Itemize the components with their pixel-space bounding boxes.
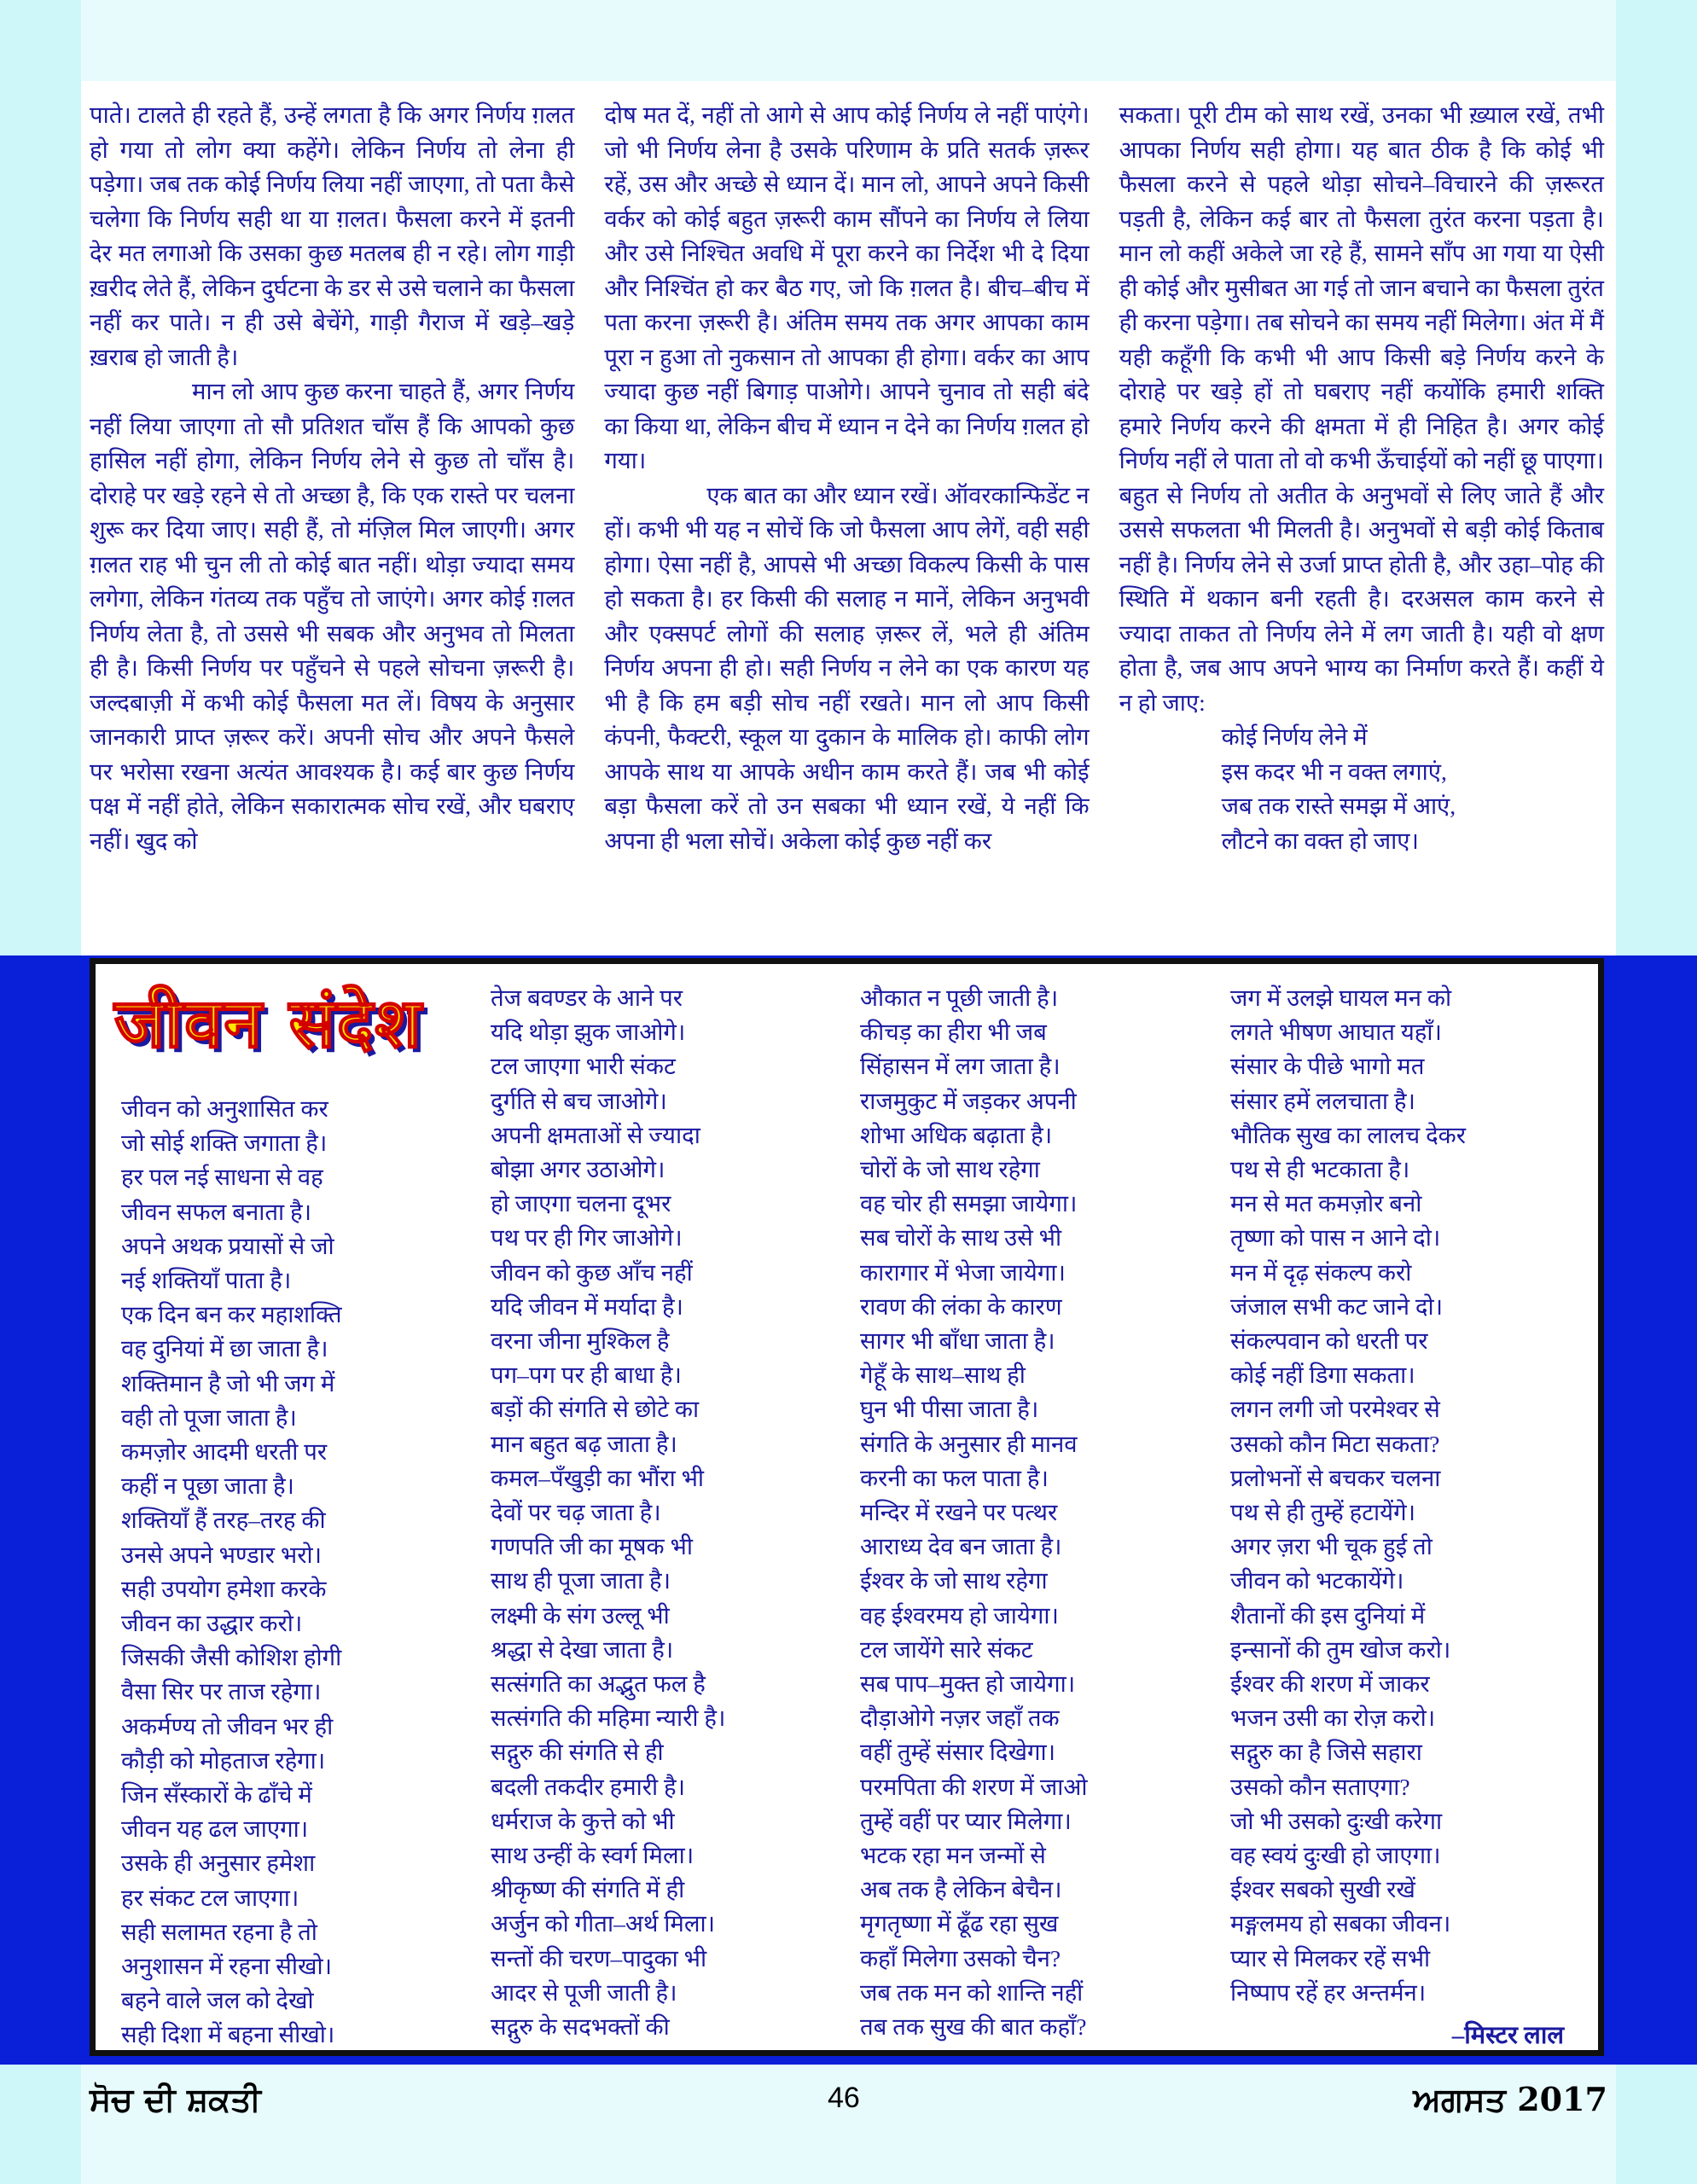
poem-line: साथ उन्हीं के स्वर्ग मिला। (491, 1842, 694, 1869)
poem-line: भौतिक सुख का लालच देकर (1230, 1121, 1467, 1148)
poem-line: उनसे अपने भण्डार भरो। (121, 1541, 323, 1568)
poem-line: नई शक्तियाँ पाता है। (121, 1267, 292, 1294)
issue-date: ਅਗਸਤ 2017 (1413, 2080, 1607, 2118)
poem-line: तब तक सुख की बात कहाँ? (860, 2013, 1087, 2041)
poem-line: सन्तों की चरण–पादुका भी (491, 1944, 707, 1972)
top-band-inner (81, 0, 1616, 81)
poem-line: वैसा सिर पर ताज रहेगा। (121, 1678, 322, 1705)
poem-line: लगन लगी जो परमेश्वर से (1230, 1396, 1440, 1423)
poem-line: पथ से ही तुम्हें हटायेंगे। (1230, 1499, 1416, 1526)
poem-line: सद्गुरु की संगति से ही (491, 1739, 664, 1766)
poem-line: जो सोई शक्ति जगाता है। (121, 1130, 328, 1157)
poem-line: पग–पग पर ही बाधा है। (491, 1362, 682, 1389)
poem-line: अकर्मण्य तो जीवन भर ही (121, 1712, 334, 1740)
poem-line: बदली तकदीर हमारी है। (491, 1773, 686, 1800)
poem-column-4 (1230, 981, 1466, 2010)
poem-line: मङ्गलमय हो सबका जीवन। (1230, 1910, 1451, 1937)
poem-line: सागर भी बाँधा जाता है। (860, 1327, 1055, 1355)
poem-line: सत्संगति की महिमा न्यारी है। (491, 1705, 726, 1732)
page-number: 46 (828, 2082, 860, 2114)
poem-line: हो जाएगा चलना दूभर (491, 1190, 671, 1217)
poem-line: अर्जुन को गीता–अर्थ मिला। (491, 1910, 716, 1937)
poem-line: मन से मत कमज़ोर बनो (1230, 1190, 1422, 1217)
poem-line: लगते भीषण आघात यहाँ। (1230, 1019, 1442, 1046)
poem-line: जब तक मन को शान्ति नहीं (860, 1978, 1084, 2006)
poem-heading: जीवन संदेश (114, 983, 423, 1063)
article-column-1 (90, 98, 574, 951)
poem-line: वरना जीना मुश्किल है (491, 1327, 670, 1355)
poem-line: वहीं तुम्हें संसार दिखेगा। (860, 1739, 1056, 1766)
poem-line: यदि जीवन में मर्यादा है। (491, 1292, 683, 1320)
poem-line: करनी का फल पाता है। (860, 1464, 1049, 1491)
poem-line: देवों पर चढ़ जाता है। (491, 1499, 661, 1526)
poem-line: सही दिशा में बहना सीखो। (121, 2021, 335, 2048)
poem-line: कौड़ी को मोहताज रहेगा। (121, 1746, 326, 1774)
poem-line: साथ ही पूजा जाता है। (491, 1567, 671, 1594)
poem-line: सही सलामत रहना है तो (121, 1918, 317, 1945)
poem-line: संसार हमें ललचाता है। (1230, 1087, 1415, 1114)
poem-line: मृगतृष्णा में ढूँढ रहा सुख (860, 1910, 1059, 1937)
poem-line: दौड़ाओगे नज़र जहाँ तक (860, 1705, 1060, 1732)
poem-line: परमपिता की शरण में जाओ (860, 1773, 1088, 1800)
top-band (0, 0, 1697, 81)
article-paragraph: एक बात का और ध्यान रखें। ऑवरकान्फिडेंट न हों। कभी भी यह न सोचें कि जो फैसला आप लेगें, वही सही होगा। ऐसा नहीं है, आपसे भी अच्छा विकल्प किसी के पास हो सकता है। हर किसी की सलाह न मानें, लेकिन अनुभवी और एक्सपर्ट लोगों की सलाह ज़रूर लें, भले ही अंतिम निर्णय अपना ही हो। सही निर्णय न लेने का एक कारण यह भी है कि हम बड़ी सोच नहीं रखते। मान लो आप किसी कंपनी, फैक्टरी, स्कूल या दुकान के मालिक हो। काफी लोग आपके साथ या आपके अधीन काम करते हैं। जब भी कोई बड़ा फैसला करें तो उन सबका भी ध्यान रखें, ये नहीं कि अपना ही भला सोचें। अकेला कोई कुछ नहीं कर (604, 481, 1090, 854)
poem-line: कहाँ मिलेगा उसको चैन? (860, 1944, 1061, 1972)
poem-line: कोई नहीं डिगा सकता। (1230, 1362, 1415, 1389)
poem-line: मान बहुत बढ़ जाता है। (491, 1430, 677, 1457)
poem-line: कहीं न पूछा जाता है। (121, 1472, 294, 1500)
poem-line: औकात न पूछी जाती है। (860, 985, 1059, 1011)
article-column-2 (604, 98, 1089, 951)
poem-line: शक्तियाँ हैं तरह–तरह की (121, 1507, 326, 1534)
poem-column-2 (491, 981, 725, 2044)
poem-line: बहने वाले जल को देखो (121, 1987, 314, 2014)
poem-line: पथ से ही भटकाता है। (1230, 1156, 1410, 1183)
poem-line: जिसकी जैसी कोशिश होगी (121, 1644, 342, 1671)
article-paragraph: मान लो आप कुछ करना चाहते हैं, अगर निर्णय नहीं लिया जाएगा तो सौ प्रतिशत चाँस हैं कि आपको कुछ हासिल नहीं होगा, लेकिन निर्णय लेने से कुछ तो चाँस है। दोराहे पर खड़े रहने से तो अच्छा है, कि एक रास्ते पर चलना शुरू कर दिया जाए। सही हैं, तो मंज़िल मिल जाएगी। अगर ग़लत राह भी चुन ली तो कोई बात नहीं। थोड़ा ज्यादा समय लगेगा, लेकिन गंतव्य तक पहुँच तो जाएंगे। अगर कोई ग़लत निर्णय लेता है, तो उससे भी सबक और अनुभव तो मिलता ही है। किसी निर्णय पर पहुँचने से पहले सोचना ज़रूरी है। जल्दबाज़ी में कभी कोई फैसला मत लें। विषय के अनुसार जानकारी प्राप्त ज़रूर करें। अपनी सोच और अपने फैसले पर भरोसा रखना अत्यंत आवश्यक है। कई बार कुछ निर्णय पक्ष में नहीं होते, लेकिन सकारात्मक सोच रखें, और घबराए नहीं। खुद को (90, 378, 575, 854)
poem-line: वही तो पूजा जाता है। (121, 1403, 297, 1431)
poem-line: जीवन को कुछ आँच नहीं (491, 1258, 693, 1286)
poem-line: गणपति जी का मूषक भी (491, 1533, 693, 1560)
poem-line: बड़ों की संगति से छोटे का (491, 1396, 700, 1423)
poem-line: कारागार में भेजा जायेगा। (860, 1258, 1066, 1286)
poem-line: वह चोर ही समझा जायेगा। (860, 1190, 1078, 1217)
poem-line: शैतानों की इस दुनियां में (1230, 1601, 1426, 1629)
poem-line: अपनी क्षमताओं से ज्यादा (491, 1121, 700, 1148)
poem-line: आदर से पूजी जाती है। (491, 1978, 677, 2006)
poem-line: अपने अथक प्रयासों से जो (121, 1232, 334, 1259)
poem-line: प्रलोभनों से बचकर चलना (1230, 1464, 1441, 1491)
poem-line: श्रीकृष्ण की संगति में ही (491, 1876, 685, 1903)
poem-line: इन्सानों की तुम खोज करो। (1230, 1635, 1451, 1663)
poem-line: जीवन सफल बनाता है। (121, 1198, 312, 1225)
poem-line: मन्दिर में रखने पर पत्थर (860, 1499, 1058, 1526)
poem-line: कमज़ोर आदमी धरती पर (121, 1438, 328, 1466)
poem-line: तेज बवण्डर के आने पर (491, 985, 683, 1011)
poem-line: शक्तिमान है जो भी जग में (121, 1369, 335, 1397)
poem-line: अनुशासन में रहना सीखो। (121, 1953, 333, 1980)
poem-line: एक दिन बन कर महाशक्ति (121, 1301, 342, 1328)
poem-line: चोरों के जो साथ रहेगा (860, 1156, 1040, 1183)
poem-line: दुर्गति से बच जाओगे। (491, 1087, 667, 1114)
poem-line: उसके ही अनुसार हमेशा (121, 1850, 316, 1877)
poem-line: जो भी उसको दुःखी करेगा (1230, 1807, 1443, 1834)
poem-line: सद्गुरु के सदभक्तों की (491, 2013, 670, 2041)
right-side-band (1616, 81, 1697, 956)
poem-line: कीचड़ का हीरा भी जब (860, 1019, 1047, 1046)
poem-line: अब तक है लेकिन बेचैन। (860, 1876, 1062, 1903)
verse-line: लौटने का वक्त हो जाए। (1221, 827, 1419, 854)
verse-line: जब तक रास्ते समझ में आएं, (1221, 793, 1456, 819)
poem-line: जंजाल सभी कट जाने दो। (1230, 1292, 1444, 1320)
poem-line: शोभा अधिक बढ़ाता है। (860, 1121, 1053, 1148)
poem-line: निष्पाप रहें हर अन्तर्मन। (1230, 1978, 1427, 2006)
verse-line: इस कदर भी न वक्त लगाएं, (1221, 758, 1447, 785)
poem-line: वह ईश्वरमय हो जायेगा। (860, 1601, 1059, 1629)
poem-author: –मिस्टर लाल (1451, 2022, 1564, 2049)
poem-line: उसको कौन सताएगा? (1230, 1773, 1410, 1800)
poem-line: श्रद्धा से देखा जाता है। (491, 1635, 674, 1663)
poem-line: हर संकट टल जाएगा। (121, 1884, 299, 1911)
poem-column-1 (121, 1092, 342, 2053)
poem-line: संकल्पवान को धरती पर (1230, 1327, 1428, 1355)
poem-line: पथ पर ही गिर जाओगे। (491, 1224, 683, 1252)
article-paragraph: सकता। पूरी टीम को साथ रखें, उनका भी ख़्याल रखें, तभी आपका निर्णय सही होगा। यह बात ठीक है कि कोई भी फैसला करने से पहले थोड़ा सोचने–विचारने की ज़रूरत पड़ती है, लेकिन कई बार तो फैसला तुरंत करना पड़ता है। मान लो कहीं अकेले जा रहे हैं, सामने साँप आ गया या ऐसी ही कोई और मुसीबत आ गई तो जान बचाने का फैसला तुरंत ही करना पड़ेगा। तब सोचने का समय नहीं मिलेगा। अंत में मैं यही कहूँगी कि कभी भी आप किसी बड़े निर्णय करने के दोराहे पर खड़े हों तो घबराए नहीं कयोंकि हमारी शक्ति हमारे निर्णय करने की क्षमता में ही निहित है। अगर कोई निर्णय नहीं ले पाता तो वो कभी ऊँचाईयों को नहीं छू पाएगा। बहुत से निर्णय तो अतीत के अनुभवों से लिए जाते हैं और उससे सफलता भी मिलती है। अनुभवों से बड़ी कोई किताब नहीं है। निर्णय लेने से उर्जा प्राप्त होती है, और उहा–पोह की स्थिति में थकान बनी रहती है। दरअसल काम करने से ज्यादा ताकत तो निर्णय लेने में लग जाती है। यही वो क्षण होता है, जब आप अपने भाग्य का निर्माण करते हैं। कहीं ये न हो जाए: (1119, 102, 1604, 716)
poem-line: ईश्वर सबको सुखी रखें (1230, 1876, 1415, 1903)
poem-line: आराध्य देव बन जाता है। (860, 1533, 1062, 1560)
poem-line: ईश्वर की शरण में जाकर (1230, 1670, 1430, 1698)
left-side-band (0, 81, 81, 956)
poem-line: तुम्हें वहीं पर प्यार मिलेगा। (860, 1807, 1072, 1834)
poem-line: वह स्वयं दुःखी हो जाएगा। (1230, 1842, 1441, 1869)
poem-line: जीवन यह ढल जाएगा। (121, 1815, 309, 1843)
poem-line: संगति के अनुसार ही मानव (860, 1430, 1078, 1457)
poem-line: जीवन का उद्धार करो। (121, 1610, 303, 1637)
poem-line: बोझा अगर उठाओगे। (491, 1156, 665, 1183)
poem-line: जीवन को अनुशासित कर (121, 1095, 328, 1122)
poem-line: भजन उसी का रोज़ करो। (1230, 1705, 1436, 1732)
poem-line: जिन सँस्कारों के ढाँचे में (121, 1781, 312, 1809)
poem-line: मन में दृढ़ संकल्प करो (1230, 1258, 1412, 1286)
poem-line: सही उपयोग हमेशा करके (121, 1575, 327, 1602)
poem-line: सिंहासन में लग जाता है। (860, 1053, 1061, 1080)
poem-line: वह दुनियां में छा जाता है। (121, 1335, 328, 1362)
poem-line: ईश्वर के जो साथ रहेगा (860, 1567, 1048, 1594)
article-body (90, 98, 1604, 951)
poem-line: अगर ज़रा भी चूक हुई तो (1230, 1533, 1433, 1560)
poem-line: टल जाएगा भारी संकट (491, 1053, 676, 1080)
poem-line: उसको कौन मिटा सकता? (1230, 1430, 1440, 1457)
closing-verse (1119, 720, 1604, 858)
article-paragraph: दोष मत दें, नहीं तो आगे से आप कोई निर्णय ले नहीं पाएंगे। जो भी निर्णय लेना है उसके परिणाम के प्रति सतर्क ज़रूर रहें, उस और अच्छे से ध्यान दें। मान लो, आपने अपने किसी वर्कर को कोई बहुत ज़रूरी काम सौंपने का निर्णय ले लिया और उसे निश्चित अवधि में पूरा करने का निर्देश भी दे दिया और निश्चिंत हो कर बैठ गए, जो कि ग़लत है। बीच–बीच में पता करना ज़रूरी है। अंतिम समय तक अगर आपका काम पूरा न हुआ तो नुकसान तो आपका ही होगा। वर्कर का आप ज्यादा कुछ नहीं बिगाड़ पाओगे। आपने चुनाव तो सही बंदे का किया था, लेकिन बीच में ध्यान न देने का निर्णय ग़लत हो गया। (604, 102, 1090, 473)
poem-line: घुन भी पीसा जाता है। (860, 1396, 1039, 1423)
poem-line: सत्संगति का अद्भुत फल है (491, 1670, 706, 1698)
poem-line: सब चोरों के साथ उसे भी (860, 1224, 1062, 1252)
poem-box (90, 958, 1604, 2056)
poem-line: प्यार से मिलकर रहें सभी (1230, 1944, 1431, 1972)
article-paragraph: पाते। टालते ही रहते हैं, उन्हें लगता है कि अगर निर्णय ग़लत हो गया तो लोग क्या कहेंगे। लेकिन निर्णय तो लेना ही पड़ेगा। जब तक कोई निर्णय लिया नहीं जाएगा, तो पता कैसे चलेगा कि निर्णय सही था या ग़लत। फैसला करने में इतनी देर मत लगाओ कि उसका कुछ मतलब ही न रहे। लोग गाड़ी ख़रीद लेते हैं, लेकिन दुर्घटना के डर से उसे चलाने का फैसला नहीं कर पाते। न ही उसे बेचेंगे, गाड़ी गैराज में खड़े–खड़े ख़राब हो जाती है। (90, 102, 575, 370)
poem-line: कमल–पँखुड़ी का भौंरा भी (491, 1464, 705, 1491)
poem-line: गेहूँ के साथ–साथ ही (860, 1362, 1026, 1389)
poem-line: टल जायेंगे सारे संकट (860, 1635, 1033, 1663)
poem-line: हर पल नई साधना से वह (121, 1164, 323, 1191)
poem-line: सब पाप–मुक्त हो जायेगा। (860, 1670, 1076, 1698)
poem-line: भटक रहा मन जन्मों से (860, 1842, 1046, 1869)
poem-line: संसार के पीछे भागो मत (1230, 1053, 1425, 1080)
poem-line: जीवन को भटकायेंगे। (1230, 1567, 1404, 1594)
poem-column-3 (860, 981, 1088, 2044)
verse-line: कोई निर्णय लेने में (1221, 723, 1368, 750)
poem-line: धर्मराज के कुत्ते को भी (491, 1807, 675, 1834)
poem-line: राजमुकुट में जड़कर अपनी (860, 1087, 1077, 1114)
poem-line: जग में उलझे घायल मन को (1230, 985, 1452, 1011)
poem-line: रावण की लंका के कारण (860, 1292, 1062, 1320)
article-column-3 (1119, 98, 1604, 951)
poem-line: यदि थोड़ा झुक जाओगे। (491, 1019, 686, 1046)
poem-line: तृष्णा को पास न आने दो। (1230, 1224, 1441, 1252)
magazine-name: ਸੋਚ ਦੀ ਸ਼ਕਤੀ (90, 2080, 261, 2118)
poem-line: लक्ष्मी के संग उल्लू भी (491, 1601, 670, 1629)
poem-line: सद्गुरु का है जिसे सहारा (1230, 1739, 1422, 1766)
